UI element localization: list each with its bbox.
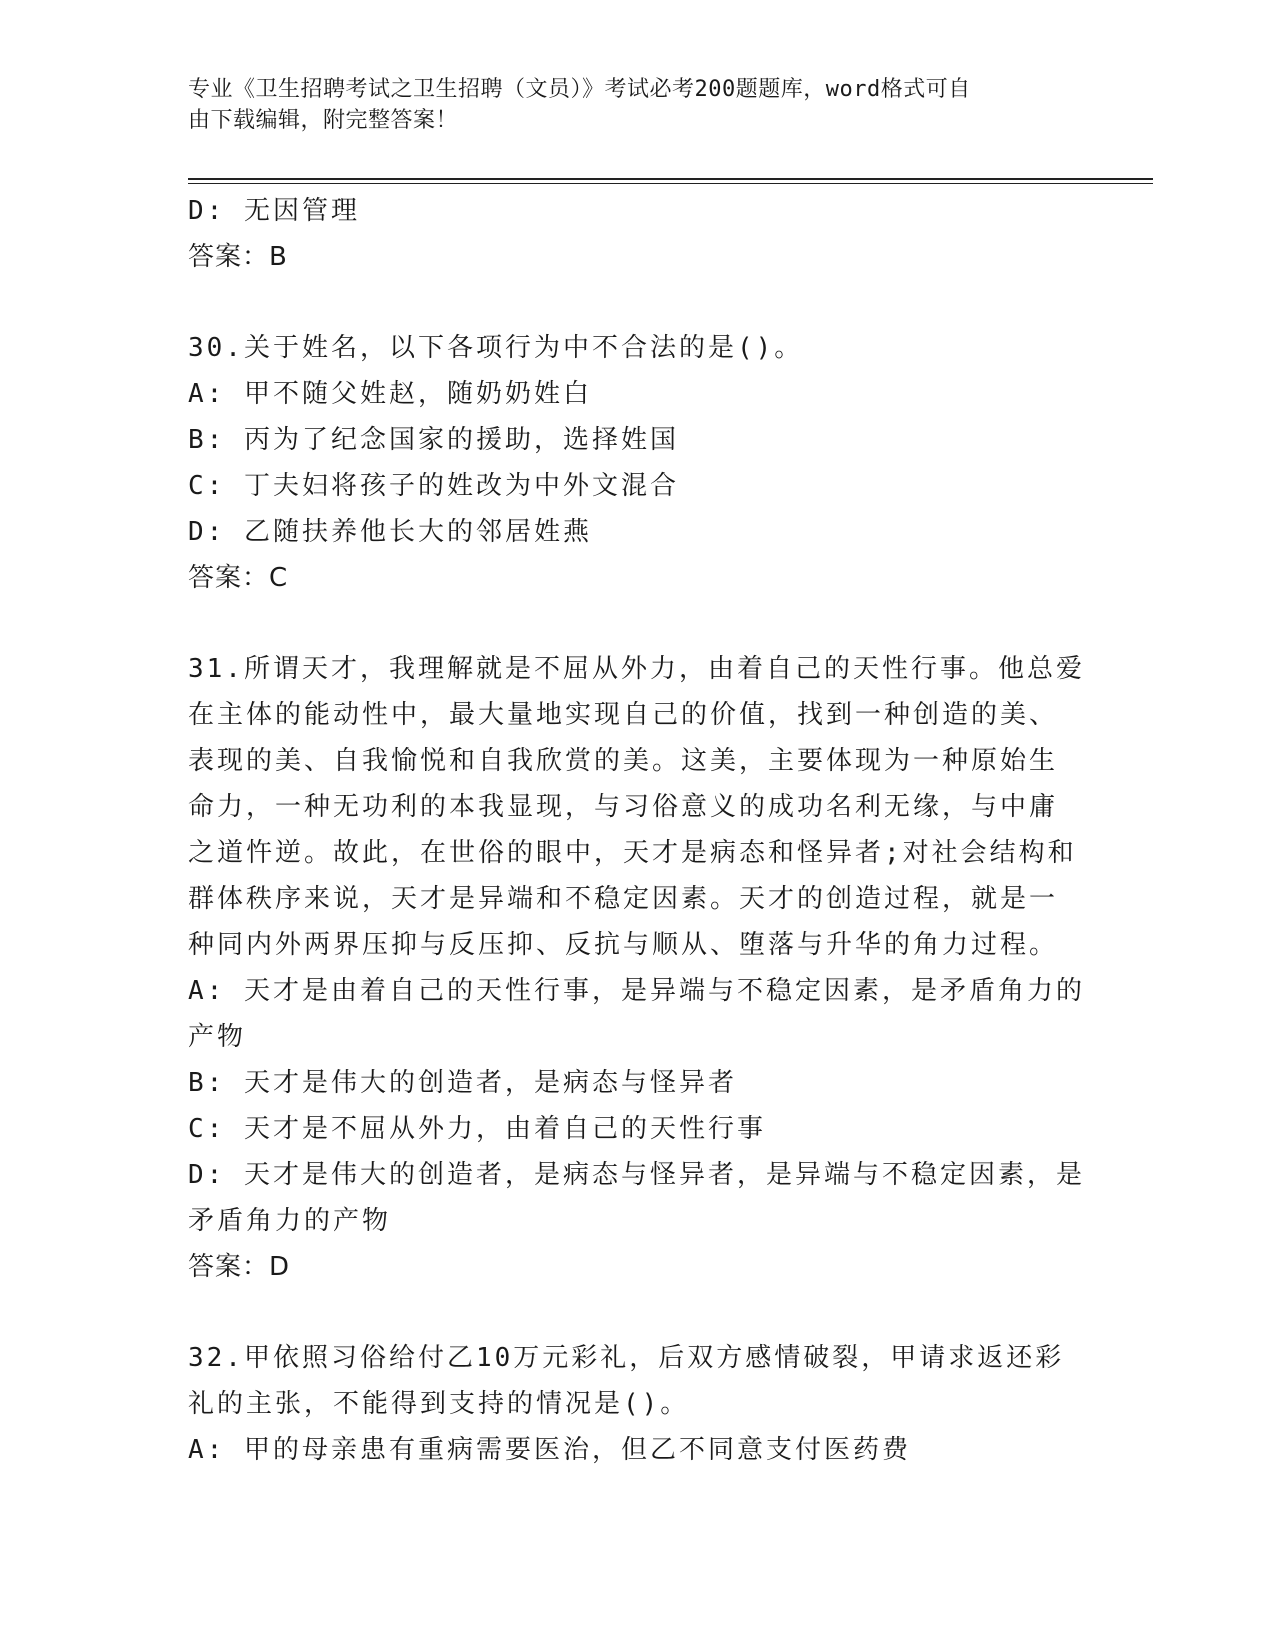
q31-option-b: B: 天才是伟大的创造者，是病态与怪异者	[188, 1068, 737, 1098]
q30-answer: 答案：C	[188, 563, 289, 593]
q31-option-a: A: 天才是由着自己的天性行事，是异端与不稳定因素，是矛盾角力的	[188, 976, 1085, 1006]
q31-answer: 答案：D	[188, 1252, 291, 1282]
header-line-1: 专业《卫生招聘考试之卫生招聘（文员）》考试必考200题题库，word格式可自	[188, 77, 971, 102]
q30-option-a: A: 甲不随父姓赵，随奶奶姓白	[188, 379, 592, 409]
q30-option-c: C: 丁夫妇将孩子的姓改为中外文混合	[188, 471, 679, 501]
question-content	[188, 188, 1088, 1473]
q31-option-c: C: 天才是不屈从外力，由着自己的天性行事	[188, 1114, 766, 1144]
spacer	[188, 601, 1088, 646]
spacer	[188, 1290, 1088, 1335]
q31-option-d: D: 天才是伟大的创造者，是病态与怪异者，是异端与不稳定因素，是	[188, 1160, 1085, 1190]
q31-stem-line: 命力，一种无功利的本我显现，与习俗意义的成功名利无缘，与中庸	[188, 792, 1059, 822]
q31-stem-line: 表现的美、自我愉悦和自我欣赏的美。这美，主要体现为一种原始生	[188, 746, 1059, 776]
q30-option-b: B: 丙为了纪念国家的援助，选择姓国	[188, 425, 679, 455]
q31-stem-line: 群体秩序来说，天才是异端和不稳定因素。天才的创造过程，就是一	[188, 884, 1059, 914]
q32-stem-line: 32.甲依照习俗给付乙10万元彩礼，后双方感情破裂，甲请求返还彩	[188, 1343, 1065, 1373]
q30-option-d: D: 乙随扶养他长大的邻居姓燕	[188, 517, 592, 547]
spacer	[188, 280, 1088, 325]
header-divider-thick	[188, 178, 1153, 180]
q31-stem-line: 在主体的能动性中，最大量地实现自己的价值，找到一种创造的美、	[188, 700, 1059, 730]
header-line-2: 由下载编辑，附完整答案！	[188, 108, 459, 133]
q31-stem-line: 31.所谓天才，我理解就是不屈从外力，由着自己的天性行事。他总爱	[188, 654, 1085, 684]
header-divider-thin	[188, 183, 1153, 184]
q31-option-d-cont: 矛盾角力的产物	[188, 1206, 392, 1236]
q32-option-a: A: 甲的母亲患有重病需要医治，但乙不同意支付医药费	[188, 1435, 911, 1465]
prev-answer: 答案：B	[188, 242, 288, 272]
q31-stem-line: 种同内外两界压抑与反压抑、反抗与顺从、堕落与升华的角力过程。	[188, 930, 1059, 960]
q32-stem-line: 礼的主张，不能得到支持的情况是()。	[188, 1389, 690, 1419]
q30-stem: 30.关于姓名，以下各项行为中不合法的是()。	[188, 333, 804, 363]
document-header	[188, 74, 1088, 136]
prev-option-d: D: 无因管理	[188, 196, 360, 226]
q31-stem-line: 之道忤逆。故此，在世俗的眼中，天才是病态和怪异者;对社会结构和	[188, 838, 1077, 868]
q31-option-a-cont: 产物	[188, 1022, 247, 1052]
